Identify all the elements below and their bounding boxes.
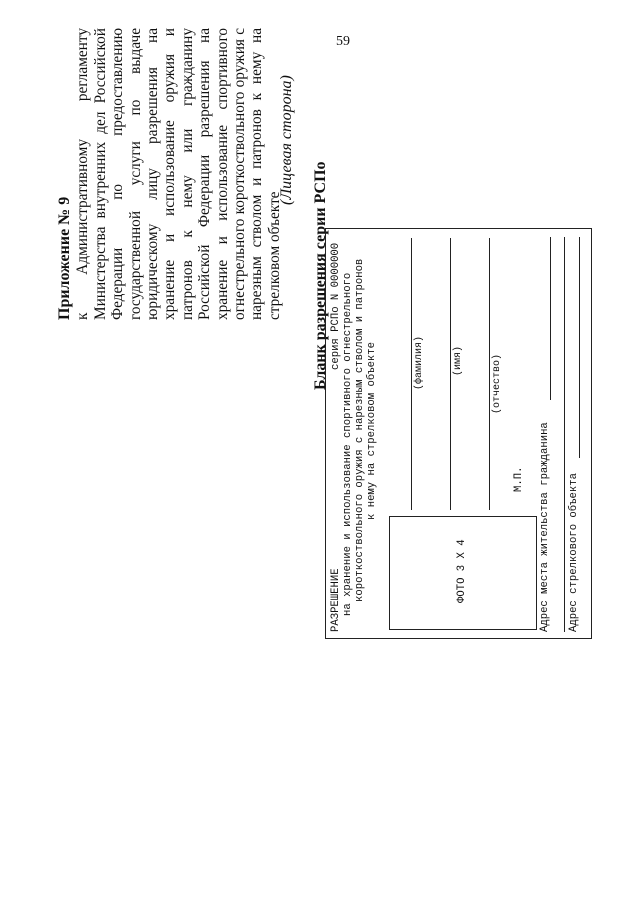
residence-address-label: Адрес места жительства гражданина <box>539 422 551 632</box>
blank-title: Бланк разрешения серии РСПо <box>312 161 329 390</box>
surname-caption: (фамилия) <box>414 335 425 390</box>
residence-address-line-2 <box>564 237 565 632</box>
appendix-block <box>56 28 283 320</box>
form-purpose-line-1: на хранение и использование спортивного огнестрельного <box>342 272 354 616</box>
photo-box <box>389 516 537 630</box>
appendix-title: Приложение № 9 <box>56 196 73 320</box>
object-address-label: Адрес стрелкового объекта <box>568 473 580 632</box>
name-caption: (имя) <box>453 345 464 376</box>
patronymic-line <box>489 238 490 510</box>
page-number: 59 <box>336 34 350 49</box>
form-series: серия РСПо N 0000000 <box>330 242 342 370</box>
patronymic-caption: (отчество) <box>492 353 503 414</box>
form-header: РАЗРЕШЕНИЕ <box>330 568 342 632</box>
surname-line <box>411 238 412 510</box>
side-label: (Лицевая сторона) <box>278 75 295 205</box>
photo-label: ФОТО 3 Х 4 <box>456 539 468 603</box>
permit-form <box>325 228 592 639</box>
residence-address-line <box>550 237 551 400</box>
appendix-body: к Административному регламенту Министерства внутренних дел Российской Федерации по предоставлению государственной услуги по выдаче юридическому лицу разрешения на хранение и использование оружия и патронов к нему или гражданину Российской Федерации разрешения на хранение и использование спортивного огнестрельного короткоствольного оружия с нарезным стволом и патронов к нему на стрелковом объекте <box>74 28 283 320</box>
object-address-line <box>579 237 580 458</box>
stamp-label: М.П. <box>513 466 525 492</box>
name-line <box>450 238 451 510</box>
form-purpose-line-3: к нему на стрелковом объекте <box>366 341 378 520</box>
form-purpose-line-2: короткоствольного оружия с нарезным стволом и патронов <box>354 258 366 602</box>
